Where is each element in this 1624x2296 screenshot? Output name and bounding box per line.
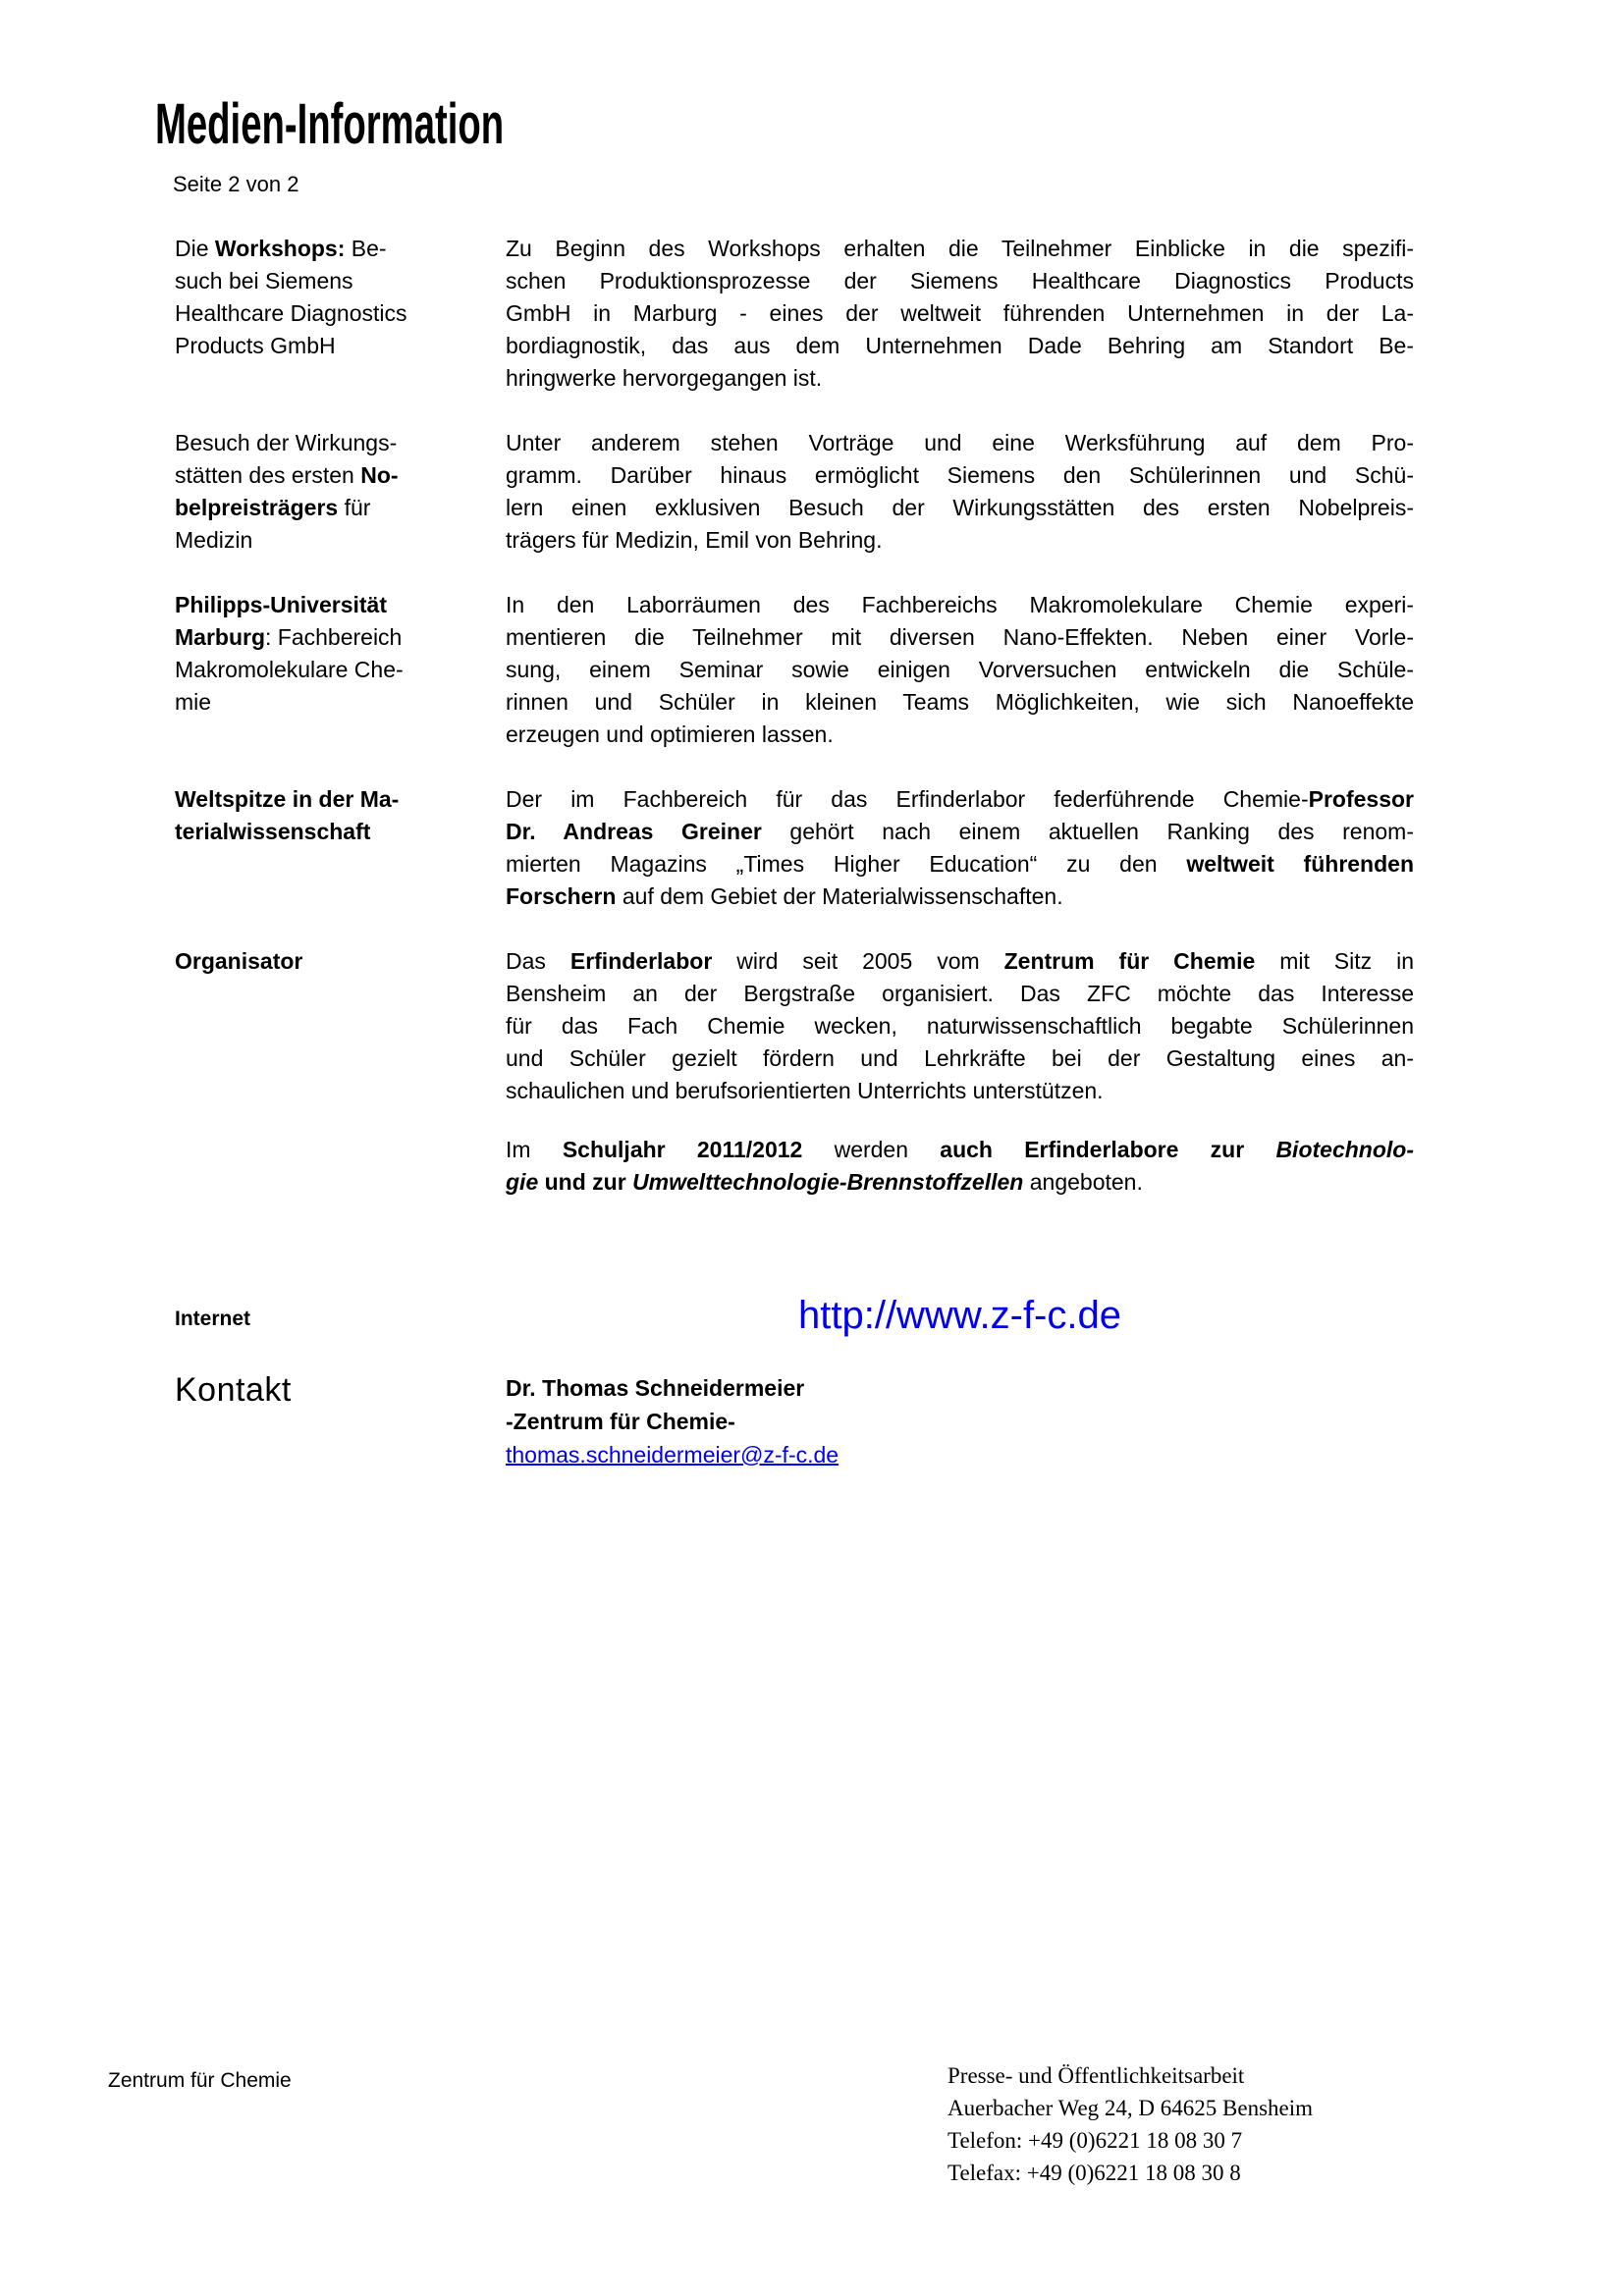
text-line (175, 816, 506, 848)
text-line (175, 265, 506, 297)
text-line (506, 978, 1414, 1010)
text-line (506, 1042, 1414, 1075)
row-paragraphs (506, 427, 1414, 557)
text-segment: Besuch der Wirkungs- (175, 430, 398, 455)
text-line (506, 1075, 1414, 1107)
text-segment: No- (360, 462, 399, 488)
row-paragraphs (506, 783, 1414, 913)
text-segment: Marburg (175, 624, 265, 650)
row-paragraphs (506, 233, 1414, 395)
text-segment: Im (506, 1137, 563, 1162)
contact-email-link[interactable]: thomas.schneidermeier@z-f-c.de (506, 1442, 839, 1468)
text-segment: Forschern (506, 883, 617, 909)
content-row (175, 589, 1414, 751)
text-segment: Zu Beginn des Workshops erhalten die Teilnehmer Einblicke in die spezifi- (506, 236, 1414, 261)
content-row (175, 945, 1414, 1199)
text-line (175, 783, 506, 816)
content-row (175, 233, 1414, 395)
content-row (175, 427, 1414, 557)
text-segment: Professor (1308, 786, 1414, 812)
contact-organisation: -Zentrum für Chemie- (506, 1409, 735, 1434)
text-segment: schen Produktionsprozesse der Siemens Healthcare Diagnostics Products (506, 268, 1414, 294)
text-line (506, 330, 1414, 362)
contact-block (506, 1371, 1414, 1471)
page-title-text: Medien-Information (155, 92, 505, 156)
kontakt-label: Kontakt (175, 1371, 292, 1409)
text-line (175, 330, 506, 362)
text-segment: angeboten. (1023, 1169, 1143, 1195)
text-segment: In den Laborräumen des Fachbereichs Makromolekulare Chemie experi- (506, 592, 1414, 617)
text-segment: Weltspitze in der Ma- (175, 786, 400, 812)
text-line (175, 492, 506, 524)
text-segment: Medizin (175, 527, 253, 553)
text-line (175, 589, 506, 621)
text-line (506, 1010, 1414, 1042)
text-line (506, 621, 1414, 654)
row-label (175, 783, 506, 913)
row-paragraphs (506, 589, 1414, 751)
row-label (175, 945, 506, 1199)
text-line (506, 1166, 1414, 1199)
row-label (175, 427, 506, 557)
paragraph (506, 1134, 1414, 1199)
paragraph (506, 783, 1414, 913)
content-rows (175, 233, 1414, 1199)
footer-contact-block (947, 2059, 1313, 2189)
website-link[interactable]: http://www.z-f-c.de (798, 1294, 1121, 1337)
footer-line-fax: Telefax: +49 (0)6221 18 08 30 8 (947, 2161, 1241, 2185)
kontakt-row (175, 1371, 1414, 1471)
text-segment: weltweit führenden (1186, 851, 1414, 877)
text-line (175, 459, 506, 492)
text-line (506, 686, 1414, 719)
text-segment: Makromolekulare Che- (175, 657, 404, 682)
text-line (506, 848, 1414, 881)
internet-row (175, 1294, 1414, 1338)
text-segment: Dr. Andreas Greiner (506, 819, 762, 844)
text-line (506, 654, 1414, 686)
text-segment: rinnen und Schüler in kleinen Teams Möglichkeiten, wie sich Nanoeffekte (506, 689, 1414, 715)
page-title (155, 91, 683, 157)
text-line (175, 427, 506, 459)
text-line (506, 233, 1414, 265)
text-segment: Umwelttechnologie-Brennstoffzellen (632, 1169, 1024, 1195)
text-segment: gehört nach einem aktuellen Ranking des renom- (761, 819, 1414, 844)
footer-line-department: Presse- und Öffentlichkeitsarbeit (947, 2063, 1245, 2088)
text-segment: für (338, 495, 371, 520)
text-line (506, 492, 1414, 524)
text-segment: und Schüler gezielt fördern und Lehrkräfte bei der Gestaltung eines an- (506, 1045, 1414, 1071)
text-line (175, 621, 506, 654)
text-segment: mit Sitz in (1255, 948, 1414, 974)
text-segment: wird seit 2005 vom (712, 948, 1004, 974)
text-segment: Workshops: (214, 236, 346, 261)
text-segment: trägers für Medizin, Emil von Behring. (506, 527, 883, 553)
footer-company: Zentrum für Chemie (108, 2069, 292, 2092)
text-segment: Das (506, 948, 570, 974)
text-line (175, 233, 506, 265)
text-segment: hringwerke hervorgegangen ist. (506, 365, 823, 391)
paragraph (506, 427, 1414, 557)
text-line (506, 524, 1414, 557)
text-segment: Biotechnolo- (1275, 1137, 1414, 1162)
text-segment: und zur (538, 1169, 633, 1195)
text-segment: Healthcare Diagnostics (175, 300, 407, 326)
text-line (175, 945, 506, 978)
text-segment: gie (506, 1169, 539, 1195)
text-line (506, 297, 1414, 330)
text-line (506, 362, 1414, 395)
row-label (175, 233, 506, 395)
text-line (175, 686, 506, 719)
text-segment: Der im Fachbereich für das Erfinderlabor federführende Chemie- (506, 786, 1309, 812)
text-segment: Die (175, 236, 215, 261)
text-line (175, 297, 506, 330)
paragraph (506, 233, 1414, 395)
text-segment: belpreisträgers (175, 495, 339, 520)
text-segment: stätten des ersten (175, 462, 361, 488)
text-segment: erzeugen und optimieren lassen. (506, 721, 834, 747)
footer-line-phone: Telefon: +49 (0)6221 18 08 30 7 (947, 2128, 1243, 2153)
contact-name: Dr. Thomas Schneidermeier (506, 1375, 805, 1401)
text-line (506, 783, 1414, 816)
content-row (175, 783, 1414, 913)
text-segment: mentieren die Teilnehmer mit diversen Nano-Effekten. Neben einer Vorle- (506, 624, 1414, 650)
text-segment: mie (175, 689, 212, 715)
text-line (506, 881, 1414, 913)
text-line (506, 459, 1414, 492)
content-area (175, 233, 1414, 1471)
row-label (175, 589, 506, 751)
paragraph (506, 945, 1414, 1107)
text-line (506, 945, 1414, 978)
text-segment: mierten Magazins „Times Higher Education“ zu den (506, 851, 1187, 877)
text-segment: Unter anderem stehen Vorträge und eine Werksführung auf dem Pro- (506, 430, 1414, 455)
text-segment: Zentrum für Chemie (1003, 948, 1256, 974)
internet-url-cell (506, 1294, 1414, 1338)
text-segment: auf dem Gebiet der Materialwissenschaften. (616, 883, 1063, 909)
text-segment: Erfinderlabor (569, 948, 713, 974)
text-line (506, 265, 1414, 297)
text-line (175, 654, 506, 686)
text-segment: gramm. Darüber hinaus ermöglicht Siemens den Schülerinnen und Schü- (506, 462, 1414, 488)
text-segment: lern einen exklusiven Besuch der Wirkungsstätten des ersten Nobelpreis- (506, 495, 1414, 520)
text-segment: Be- (345, 236, 387, 261)
text-line (506, 427, 1414, 459)
text-segment: Products GmbH (175, 333, 336, 358)
text-segment: such bei Siemens (175, 268, 353, 294)
text-line (506, 719, 1414, 751)
text-segment: GmbH in Marburg - eines der weltweit führenden Unternehmen in der La- (506, 300, 1414, 326)
text-segment: werden (802, 1137, 941, 1162)
row-paragraphs (506, 945, 1414, 1199)
text-segment: sung, einem Seminar sowie einigen Vorversuchen entwickeln die Schüle- (506, 657, 1414, 682)
text-line (506, 1134, 1414, 1166)
text-segment: Schuljahr 2011/2012 (562, 1137, 803, 1162)
internet-label: Internet (175, 1307, 251, 1330)
text-line (506, 589, 1414, 621)
text-segment: : Fachbereich (265, 624, 403, 650)
text-segment: Philipps-Universität (175, 592, 387, 617)
text-line (175, 524, 506, 557)
footer-line-address: Auerbacher Weg 24, D 64625 Bensheim (947, 2096, 1314, 2120)
text-segment: bordiagnostik, das aus dem Unternehmen Dade Behring am Standort Be- (506, 333, 1414, 358)
text-segment: Bensheim an der Bergstraße organisiert. Das ZFC möchte das Interesse (506, 981, 1414, 1006)
text-segment: Organisator (175, 948, 303, 974)
text-line (506, 816, 1414, 848)
text-segment: schaulichen und berufsorientierten Unterrichts unterstützen. (506, 1078, 1104, 1103)
text-segment: für das Fach Chemie wecken, naturwissenschaftlich begabte Schülerinnen (506, 1013, 1414, 1039)
page-number-label: Seite 2 von 2 (173, 172, 299, 196)
text-segment: auch Erfinderlabore zur (940, 1137, 1276, 1162)
paragraph (506, 589, 1414, 751)
text-segment: terialwissenschaft (175, 819, 371, 844)
